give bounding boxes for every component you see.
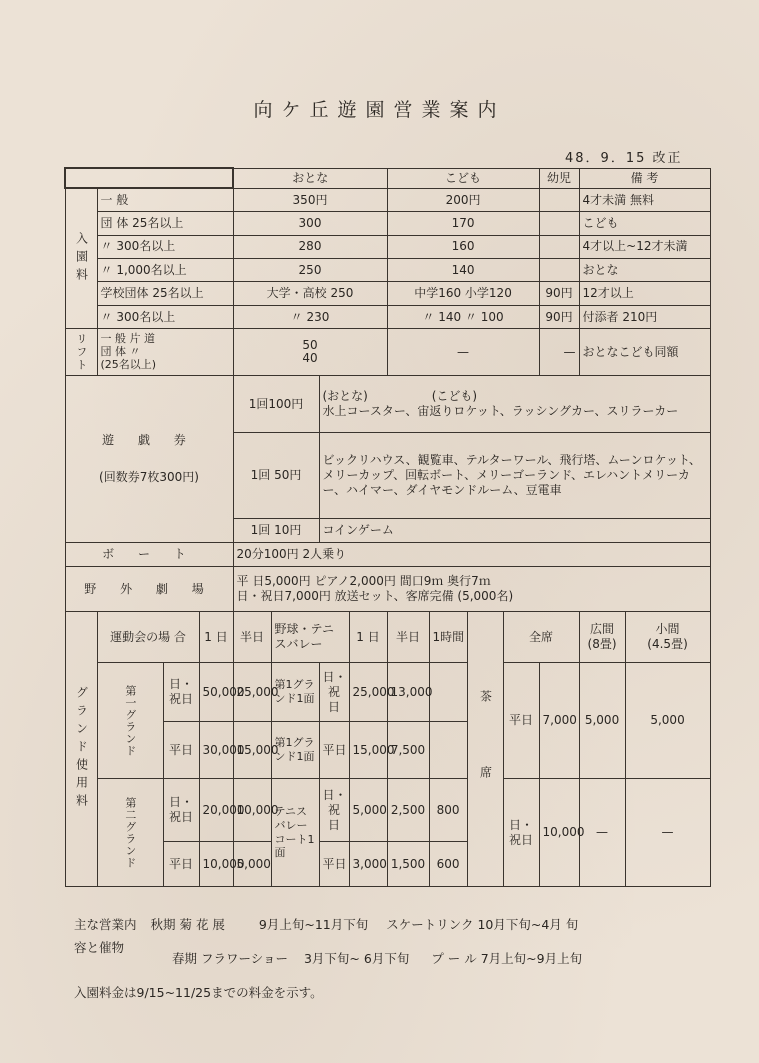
ground-b1-day: 25,000	[349, 663, 387, 722]
admission-infant: 90円	[539, 282, 579, 305]
ground-tennis-court: テニスバレーコート1面	[271, 779, 319, 887]
ground-holiday-label: 日・祝日	[163, 779, 199, 842]
admission-note: 付添者 210円	[579, 305, 710, 328]
ground-g2-holiday-half: 10,000	[233, 779, 271, 842]
admission-label: 一 般	[97, 188, 233, 211]
admission-infant: 90円	[539, 305, 579, 328]
ground-g2-holiday-day: 20,000	[199, 779, 233, 842]
admission-label: 団 体 25名以上	[97, 212, 233, 235]
ground-t2-day: 3,000	[349, 842, 387, 887]
admission-infant	[539, 212, 579, 235]
ride-price: 1回 50円	[233, 433, 319, 518]
ground-weekday-label: 平日	[163, 722, 199, 779]
ride-price: 1回100円	[233, 376, 319, 433]
ground-g2-label: 第二グランド	[97, 779, 163, 887]
footnote: 入園料金は9/15~11/25までの料金を示す。	[74, 985, 323, 1000]
admission-child: 中学160 小学120	[387, 282, 539, 305]
lift-row	[65, 329, 710, 376]
ground-sports-head: 運動会の場 合	[97, 612, 199, 663]
ride-price: 1回 10円	[233, 518, 319, 542]
table-row	[65, 188, 710, 211]
tea-weekday-label: 平日	[503, 663, 539, 779]
lift-infant: —	[539, 329, 579, 376]
admission-label: 〃 300名以上	[97, 305, 233, 328]
ground-header-row	[65, 612, 710, 663]
lift-adult-group: 40	[302, 351, 318, 366]
tea-large-sub: (8畳)	[587, 637, 617, 652]
page-title: 向ケ丘遊園営業案内	[253, 99, 506, 121]
rides-row	[65, 376, 710, 433]
table-row	[65, 212, 710, 235]
ground-hour-head: 1時間	[429, 612, 467, 663]
tea-weekday-large: 5,000	[579, 663, 625, 779]
section-ground: グランド使用料	[65, 612, 97, 887]
theater-line-2: 日・祝日7,000円 放送セット、客席完備 (5,000名)	[236, 589, 514, 604]
ground-g1-label: 第一グランド	[97, 663, 163, 779]
col-infant: 幼児	[539, 168, 579, 188]
events-line-1	[74, 915, 578, 933]
theater-line-1: 平 日5,000円 ピアノ2,000円 間口9ｍ 奥行7ｍ	[236, 574, 491, 589]
admission-adult: 大学・高校 250	[233, 282, 387, 305]
ground-row	[65, 663, 710, 722]
admission-child: 140	[387, 259, 539, 282]
lift-note: おとなこども同額	[579, 329, 710, 376]
ground-field-2: 第1グランド1面	[271, 722, 319, 779]
admission-label: 〃 300名以上	[97, 235, 233, 258]
admission-infant	[539, 259, 579, 282]
rides-label: 遊 戯 券	[102, 433, 196, 448]
ground-ball-weekday-label: 平日	[319, 722, 349, 779]
ground-weekday-label: 平日	[163, 842, 199, 887]
ground-g1-holiday-day: 50,000	[199, 663, 233, 722]
theater-row	[65, 567, 710, 612]
admission-infant	[539, 188, 579, 211]
admission-note: 4才未満 無料	[579, 188, 710, 211]
tea-label: 茶 席	[467, 612, 503, 887]
tea-weekday-small: 5,000	[625, 663, 710, 779]
tea-small-sub: (4.5畳)	[647, 637, 688, 652]
ride-list: ビックリハウス、観覧車、テルターワール、飛行塔、ムーンロケット、メリーカップ、回転ボート、メリーゴーランド、エレハントメリーカー、ハイマー、ダイヤモンドルーム、豆電車	[319, 433, 710, 518]
ground-g1-weekday-half: 15,000	[233, 722, 271, 779]
admission-child: 160	[387, 235, 539, 258]
ground-t1-day: 5,000	[349, 779, 387, 842]
ground-b2-hour	[429, 722, 467, 779]
rides-child-head: (こども)	[431, 389, 478, 404]
section-admission: 入園料	[65, 188, 97, 328]
ground-tennis-weekday-label: 平日	[319, 842, 349, 887]
admission-infant	[539, 235, 579, 258]
ground-ball-half-head: 半日	[387, 612, 429, 663]
tea-holiday-full: 10,000	[539, 779, 579, 887]
lift-child: —	[387, 329, 539, 376]
ride-list: 水上コースター、宙返りロケット、ラッシングカー、スリラーカー	[322, 404, 679, 419]
tea-holiday-label: 日・祝日	[503, 779, 539, 887]
ground-g1-holiday-half: 25,000	[233, 663, 271, 722]
ground-half-head: 半日	[233, 612, 271, 663]
admission-adult: 300	[233, 212, 387, 235]
admission-note: おとな	[579, 259, 710, 282]
events-autumn: 秋期 菊 花 展	[150, 917, 225, 932]
admission-note: こども	[579, 212, 710, 235]
admission-adult: 350円	[233, 188, 387, 211]
admission-label: 学校団体 25名以上	[97, 282, 233, 305]
ground-b1-hour	[429, 663, 467, 722]
events-autumn-period: 9月上旬~11月下旬	[258, 917, 369, 932]
table-row	[65, 282, 710, 305]
ground-ball-head: 野球・テニスバレー	[271, 612, 349, 663]
ground-t1-hour: 800	[429, 779, 467, 842]
revision-date: 48．9．15 改正	[565, 151, 683, 166]
boat-row	[65, 542, 710, 566]
section-lift: リフト	[65, 329, 97, 376]
admission-note: 4才以上~12才未満	[579, 235, 710, 258]
events-pool: プ ー ル 7月上旬~9月上旬	[431, 951, 583, 966]
tea-small-head: 小間	[655, 622, 680, 637]
lift-label-group: 団 体 〃	[100, 344, 141, 358]
lift-label-group-size: (25名以上)	[100, 357, 157, 371]
fee-table	[64, 167, 711, 887]
ground-row	[65, 779, 710, 842]
ground-t2-hour: 600	[429, 842, 467, 887]
col-notes: 備 考	[579, 168, 710, 188]
admission-note: 12才以上	[579, 282, 710, 305]
lift-adult-general: 50	[302, 338, 318, 352]
table-row	[65, 235, 710, 258]
tea-weekday-full: 7,000	[539, 663, 579, 779]
admission-adult: 280	[233, 235, 387, 258]
admission-child: 〃 140 〃 100	[387, 305, 539, 328]
events-spring: 春期 フラワーショー	[172, 951, 288, 966]
ground-ball-holiday-label: 日・祝日	[319, 663, 349, 722]
admission-child: 200円	[387, 188, 539, 211]
ground-holiday-label: 日・祝日	[163, 663, 199, 722]
boat-label: ボ ー ト	[65, 542, 233, 566]
ground-b2-half: 7,500	[387, 722, 429, 779]
fee-table-container	[64, 167, 709, 887]
events-heading-2: 容と催物	[74, 940, 125, 955]
events-skate: スケートリンク 10月下旬~4月 旬	[386, 917, 579, 932]
ground-ball-day-head: 1 日	[349, 612, 387, 663]
ground-t1-half: 2,500	[387, 779, 429, 842]
events-line-2	[172, 949, 582, 967]
admission-adult: 250	[233, 259, 387, 282]
admission-label: 〃 1,000名以上	[97, 259, 233, 282]
theater-label: 野 外 劇 場	[65, 567, 233, 612]
table-row	[65, 259, 710, 282]
table-row	[65, 305, 710, 328]
ground-day-head: 1 日	[199, 612, 233, 663]
tea-holiday-large: —	[579, 779, 625, 887]
events-spring-period: 3月下旬~ 6月下旬	[303, 951, 410, 966]
tea-full-head: 全席	[503, 612, 579, 663]
col-adult: おとな	[233, 168, 387, 188]
admission-child: 170	[387, 212, 539, 235]
ground-g1-weekday-day: 30,000	[199, 722, 233, 779]
ride-list: コインゲーム	[319, 518, 710, 542]
events-heading-1: 主な営業内	[74, 917, 137, 932]
header-row	[65, 168, 710, 188]
rides-subtitle: (回数券7枚300円)	[99, 470, 199, 485]
col-child: こども	[387, 168, 539, 188]
ground-t2-half: 1,500	[387, 842, 429, 887]
ground-g2-weekday-half: 5,000	[233, 842, 271, 887]
ground-tennis-holiday-label: 日・祝日	[319, 779, 349, 842]
ground-g2-weekday-day: 10,000	[199, 842, 233, 887]
admission-adult: 〃 230	[233, 305, 387, 328]
rides-adult-head: (おとな)	[322, 389, 368, 404]
tea-holiday-small: —	[625, 779, 710, 887]
ground-field-1: 第1グランド1面	[271, 663, 319, 722]
ground-b2-day: 15,000	[349, 722, 387, 779]
lift-label-general: 一 般 片 道	[100, 332, 155, 346]
ground-b1-half: 13,000	[387, 663, 429, 722]
tea-large-head: 広間	[590, 622, 615, 637]
boat-info: 20分100円 2人乗り	[233, 542, 710, 566]
